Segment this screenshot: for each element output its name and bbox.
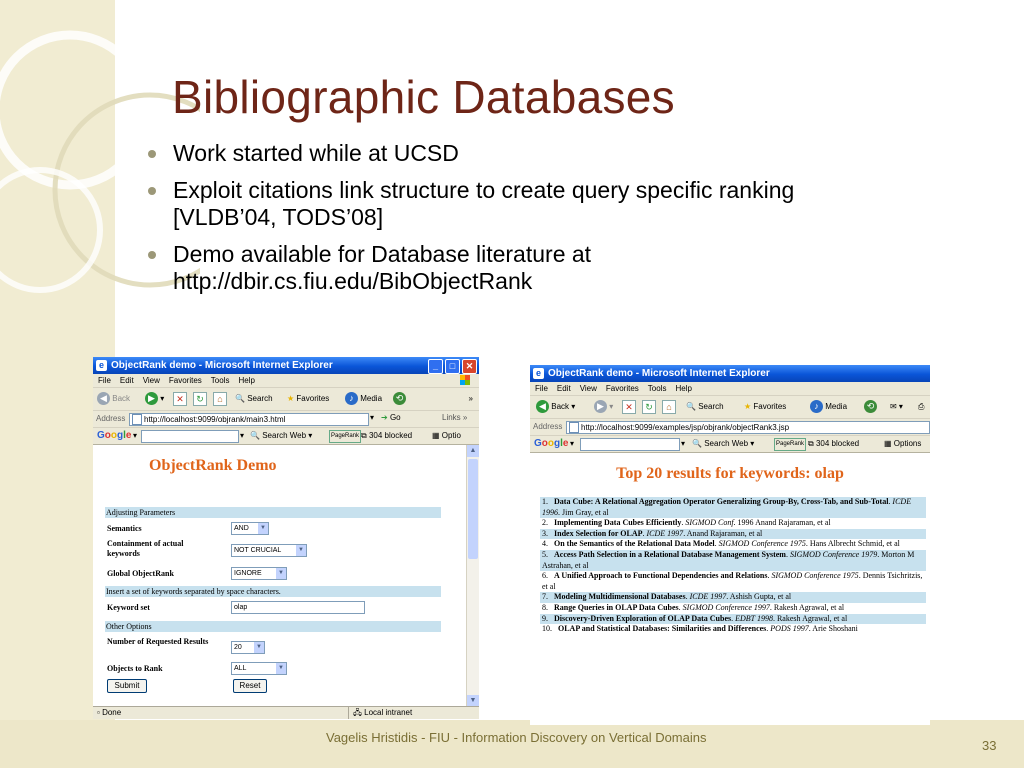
result-title: Modeling Multidimensional Databases xyxy=(554,592,686,602)
mail-icon: ✉ xyxy=(890,402,897,411)
search-web-button[interactable]: 🔍 Search Web ▾ xyxy=(692,439,755,448)
menu-file[interactable]: File xyxy=(535,384,548,393)
window-titlebar[interactable] xyxy=(93,357,479,374)
media-icon: ♪ xyxy=(810,400,823,413)
star-icon: ★ xyxy=(744,402,752,411)
objects-to-rank-select[interactable]: ALL ▼ xyxy=(231,662,287,675)
refresh-icon: ↻ xyxy=(642,400,656,414)
address-dropdown-icon[interactable]: ▾ xyxy=(370,413,375,422)
search-icon: 🔍 xyxy=(686,402,696,411)
google-menu-icon[interactable]: ▾ xyxy=(133,431,138,440)
menu-tools[interactable]: Tools xyxy=(647,384,667,393)
ie-logo-icon: e xyxy=(96,360,107,371)
browser-toolbar xyxy=(530,396,930,419)
result-authors: . Hans Albrecht Schmid, et al xyxy=(805,539,900,549)
google-toolbar xyxy=(530,436,930,453)
result-title: A Unified Approach to Functional Dependencies and Relations xyxy=(554,571,768,581)
result-title: Discovery-Driven Exploration of OLAP Data Cubes xyxy=(554,613,732,623)
bullet-icon xyxy=(148,187,156,195)
result-number: 4. xyxy=(542,539,548,549)
global-objectrank-select[interactable]: IGNORE ▼ xyxy=(231,567,287,580)
result-number: 2. xyxy=(542,518,548,528)
menu-tools[interactable]: Tools xyxy=(210,376,230,385)
result-venue: SIGMOD Conference 1975 xyxy=(718,539,806,549)
result-venue: SIGMOD Conf xyxy=(685,518,734,528)
result-title: Index Selection for OLAP xyxy=(554,528,643,538)
keyword-set-input[interactable]: olap xyxy=(231,601,365,614)
scroll-up-icon[interactable]: ▲ xyxy=(467,445,479,457)
result-number: 10. xyxy=(542,624,552,634)
print-icon: ⎙ xyxy=(918,402,925,411)
result-item[interactable]: 6. A Unified Approach to Functional Dependencies and Relations. SIGMOD Conference 1975. Dennis Tsichritzis, et al xyxy=(542,571,923,591)
search-button[interactable]: 🔍 Search xyxy=(686,402,724,411)
back-button[interactable]: ◀ Back xyxy=(97,392,130,406)
result-venue: SIGMOD Conference 1979 xyxy=(789,549,878,559)
result-authors: . Jim Gray, et al xyxy=(558,507,609,517)
section-adjusting-parameters: Adjusting Parameters xyxy=(105,507,441,518)
forward-button[interactable]: ▶ ▾ xyxy=(145,392,164,406)
result-item[interactable]: 7. Modeling Multidimensional Databases. ICDE 1997. Ashish Gupta, et al xyxy=(540,592,926,603)
menu-help[interactable]: Help xyxy=(238,376,255,385)
address-input[interactable]: http://localhost:9099/objrank/main3.html xyxy=(129,413,369,426)
page-icon xyxy=(132,414,142,425)
ie-logo-icon: e xyxy=(533,368,544,379)
menu-file[interactable]: File xyxy=(98,376,111,385)
slide-title: Bibliographic Databases xyxy=(172,71,675,123)
result-item[interactable]: 3. Index Selection for OLAP. ICDE 1997. Anand Rajaraman, et al xyxy=(540,529,926,540)
result-number: 3. xyxy=(542,528,548,538)
result-number: 6. xyxy=(542,571,548,581)
options-button[interactable]: ▦ Optio xyxy=(432,431,461,440)
menu-edit[interactable]: Edit xyxy=(119,376,134,385)
search-web-button[interactable]: 🔍 Search Web ▾ xyxy=(250,431,313,440)
history-button[interactable] xyxy=(864,400,877,414)
menu-view[interactable]: View xyxy=(142,376,160,385)
result-title: OLAP and Statistical Databases: Similarities and Differences xyxy=(558,624,767,634)
menu-favorites[interactable]: Favorites xyxy=(168,376,202,385)
result-authors: . Arie Shoshani xyxy=(808,624,858,634)
popup-blocker-button[interactable]: ⧉ 304 blocked xyxy=(361,431,413,440)
options-icon: ▦ xyxy=(432,431,440,440)
result-item[interactable]: 9. Discovery-Driven Exploration of OLAP Data Cubes. EDBT 1998. Rakesh Agrawal, et al xyxy=(540,614,926,625)
result-authors: . Ashish Gupta, et al xyxy=(726,592,792,602)
requested-results-label: Number of Requested Results xyxy=(107,637,209,646)
maximize-icon[interactable]: □ xyxy=(445,359,460,374)
results-list xyxy=(540,497,926,635)
stop-icon: ✕ xyxy=(173,392,187,406)
stop-icon: ✕ xyxy=(622,400,636,414)
favorites-button[interactable]: ★ Favorites xyxy=(287,394,330,403)
slide-footer: Vagelis Hristidis - FIU - Information Discovery on Vertical Domains xyxy=(326,730,707,745)
result-number: 5. xyxy=(542,549,548,559)
go-button[interactable]: ➔ Go xyxy=(381,413,401,422)
result-item[interactable]: 10. OLAP and Statistical Databases: Similarities and Differences. PODS 1997. Arie Shoshani xyxy=(542,624,858,634)
reset-button[interactable]: Reset xyxy=(233,679,267,693)
result-authors: . 1996 Anand Rajaraman, et al xyxy=(733,518,831,528)
intranet-icon: 🖧 xyxy=(353,708,362,717)
stop-button[interactable] xyxy=(622,400,636,414)
address-label: Address xyxy=(96,414,126,423)
semantics-select[interactable]: AND ▼ xyxy=(231,522,269,535)
bullet-item xyxy=(145,177,885,231)
close-icon[interactable]: ✕ xyxy=(462,359,477,374)
result-item[interactable]: 5. Access Path Selection in a Relational Database Management System. SIGMOD Conference 1979. Morton M Astrahan, et al xyxy=(540,550,926,571)
google-toolbar xyxy=(93,428,479,445)
options-icon: ▦ xyxy=(884,439,892,448)
semantics-label: Semantics xyxy=(107,524,142,533)
print-button[interactable] xyxy=(918,400,924,414)
result-venue: SIGMOD Conference 1975 xyxy=(771,571,859,581)
result-number: 8. xyxy=(542,602,548,612)
menu-help[interactable]: Help xyxy=(675,384,692,393)
scroll-thumb[interactable] xyxy=(468,459,478,559)
home-icon: ⌂ xyxy=(662,400,676,414)
chevron-down-icon: ▼ xyxy=(276,663,286,674)
right-page-content xyxy=(530,453,930,725)
back-arrow-icon: ◀ xyxy=(536,400,549,413)
pagerank-indicator: PageRank xyxy=(774,438,806,451)
result-venue: PODS 1997 xyxy=(770,624,809,634)
google-dropdown-icon[interactable]: ▾ xyxy=(240,431,245,440)
vertical-scrollbar[interactable] xyxy=(466,445,479,707)
window-title: ObjectRank demo - Microsoft Internet Explorer xyxy=(111,360,333,371)
home-button[interactable] xyxy=(213,392,227,406)
popup-blocker-button[interactable]: ⧉ 304 blocked xyxy=(808,439,860,448)
favorites-button[interactable]: ★ Favorites xyxy=(744,402,787,411)
global-objectrank-label: Global ObjectRank xyxy=(107,569,174,578)
result-number: 9. xyxy=(542,613,548,623)
right-browser-window xyxy=(530,365,930,725)
requested-results-select[interactable]: 20 ▼ xyxy=(231,641,265,654)
result-authors: . Rakesh Agrawal, et al xyxy=(769,602,845,612)
result-venue: ICDE 1997 xyxy=(689,592,727,602)
history-icon: ⟲ xyxy=(864,400,877,413)
bullet-icon xyxy=(148,150,156,158)
menu-bar xyxy=(530,382,930,396)
chevron-down-icon: ▼ xyxy=(276,568,286,579)
media-button[interactable]: ♪ Media xyxy=(345,392,382,406)
menu-bar xyxy=(93,374,479,388)
forward-arrow-icon: ▶ xyxy=(594,400,607,413)
status-zone: 🖧 Local intranet xyxy=(348,707,412,719)
google-search-input[interactable] xyxy=(580,438,680,451)
back-arrow-icon: ◀ xyxy=(97,392,110,405)
result-number: 7. xyxy=(542,592,548,602)
links-button[interactable]: Links » xyxy=(442,413,468,422)
google-search-input[interactable] xyxy=(141,430,239,443)
results-heading: Top 20 results for keywords: olap xyxy=(616,465,844,482)
chevron-down-icon: ▼ xyxy=(254,642,264,653)
result-venue: ICDE 1996 xyxy=(542,497,912,517)
back-button[interactable]: ◀ Back ▾ xyxy=(536,400,575,414)
result-authors: . Morton M Astrahan, et al xyxy=(542,549,915,570)
page-heading: ObjectRank Demo xyxy=(149,457,277,474)
result-venue: SIGMOD Conference 1997 xyxy=(682,602,770,612)
result-authors: . Anand Rajaraman, et al xyxy=(683,528,763,538)
search-icon: 🔍 xyxy=(250,431,260,440)
objects-to-rank-label: Objects to Rank xyxy=(107,664,163,673)
browser-toolbar xyxy=(93,388,479,411)
menu-view[interactable]: View xyxy=(579,384,597,393)
left-browser-window xyxy=(93,357,479,719)
result-item[interactable]: 8. Range Queries in OLAP Data Cubes. SIGMOD Conference 1997. Rakesh Agrawal, et al xyxy=(542,602,845,612)
scroll-down-icon[interactable]: ▼ xyxy=(467,695,479,707)
bullet-text: Work started while at UCSD xyxy=(173,140,459,166)
mail-button[interactable]: ✉ ▾ xyxy=(890,402,903,411)
popup-blocked-icon: ⧉ xyxy=(361,431,367,440)
star-icon: ★ xyxy=(287,394,295,403)
forward-button[interactable]: ▶ ▾ xyxy=(594,400,613,414)
result-item[interactable]: 1. Data Cube: A Relational Aggregation Operator Generalizing Group-By, Cross-Tab, and Sub-Total. ICDE 1996. Jim Gray, et al xyxy=(540,497,926,518)
forward-arrow-icon: ▶ xyxy=(145,392,158,405)
search-button[interactable]: 🔍 Search xyxy=(235,394,273,403)
page-number: 33 xyxy=(982,738,997,753)
bullet-item xyxy=(145,140,885,167)
result-authors: . Dennis Tsichritzis, et al xyxy=(542,571,923,591)
section-keywords-hint: Insert a set of keywords separated by space characters. xyxy=(105,586,441,597)
windows-flag-icon xyxy=(460,375,470,385)
google-menu-icon[interactable]: ▾ xyxy=(570,439,575,448)
refresh-button[interactable] xyxy=(642,400,656,414)
address-input[interactable]: http://localhost:9099/examples/jsp/objrank/objectRank3.jsp xyxy=(566,421,930,434)
containment-select[interactable]: NOT CRUCIAL ▼ xyxy=(231,544,307,557)
page-icon xyxy=(569,422,579,433)
google-logo[interactable]: Google xyxy=(97,430,132,441)
bullet-text: Exploit citations link structure to create query specific ranking [VLDB’04, TODS’08] xyxy=(173,177,795,230)
pagerank-indicator: PageRank xyxy=(329,430,361,443)
section-other-options: Other Options xyxy=(105,621,441,632)
chevron-down-icon: ▼ xyxy=(258,523,268,534)
result-title: Implementing Data Cubes Efficiently xyxy=(554,518,682,528)
chevron-down-icon: ▼ xyxy=(296,545,306,556)
result-item[interactable]: 2. Implementing Data Cubes Efficiently. SIGMOD Conf. 1996 Anand Rajaraman, et al xyxy=(542,518,831,528)
search-icon: 🔍 xyxy=(692,439,702,448)
stop-button[interactable] xyxy=(173,392,187,406)
keyword-set-label: Keyword set xyxy=(107,603,150,612)
google-dropdown-icon[interactable]: ▾ xyxy=(681,439,686,448)
go-arrow-icon: ➔ xyxy=(381,413,388,422)
result-authors: . Rakesh Agrawal, et al xyxy=(772,613,848,623)
search-icon: 🔍 xyxy=(235,394,245,403)
result-venue: ICDE 1997 xyxy=(646,528,684,538)
home-icon: ⌂ xyxy=(213,392,227,406)
address-bar xyxy=(93,411,479,428)
window-titlebar[interactable] xyxy=(530,365,930,382)
options-button[interactable]: ▦ Options xyxy=(884,439,922,448)
result-title: Data Cube: A Relational Aggregation Operator Generalizing Group-By, Cross-Tab, and Sub-Total xyxy=(554,497,889,506)
bullet-list xyxy=(145,140,885,305)
submit-button[interactable]: Submit xyxy=(107,679,147,693)
bullet-item xyxy=(145,241,885,295)
result-item[interactable]: 4. On the Semantics of the Relational Data Model. SIGMOD Conference 1975. Hans Albrecht Schmid, et al xyxy=(542,539,900,549)
menu-favorites[interactable]: Favorites xyxy=(605,384,639,393)
address-label: Address xyxy=(533,422,563,431)
left-page-content xyxy=(93,445,467,707)
bullet-icon xyxy=(148,251,156,259)
google-logo[interactable]: Google xyxy=(534,438,569,449)
window-title: ObjectRank demo - Microsoft Internet Explorer xyxy=(548,368,770,379)
refresh-button[interactable] xyxy=(193,392,207,406)
result-title: Range Queries in OLAP Data Cubes xyxy=(554,602,679,612)
result-number: 1. xyxy=(542,497,548,506)
history-icon: ⟲ xyxy=(393,392,406,405)
media-button[interactable]: ♪ Media xyxy=(810,400,847,414)
media-icon: ♪ xyxy=(345,392,358,405)
history-button[interactable] xyxy=(393,392,406,406)
containment-label: Containment of actual keywords xyxy=(107,539,184,558)
page-icon: ▫ xyxy=(97,708,100,717)
minimize-icon[interactable]: _ xyxy=(428,359,443,374)
refresh-icon: ↻ xyxy=(193,392,207,406)
home-button[interactable] xyxy=(662,400,676,414)
result-title: On the Semantics of the Relational Data Model xyxy=(554,539,715,549)
status-done: ▫ Done xyxy=(97,708,122,717)
result-venue: EDBT 1998 xyxy=(735,613,773,623)
menu-edit[interactable]: Edit xyxy=(556,384,571,393)
status-bar xyxy=(93,706,479,719)
toolbar-overflow-icon[interactable]: » xyxy=(468,394,473,403)
result-title: Access Path Selection in a Relational Database Management System xyxy=(554,549,786,559)
address-bar xyxy=(530,419,930,436)
popup-blocked-icon: ⧉ xyxy=(808,439,814,448)
bullet-text: Demo available for Database literature at http://dbir.cs.fiu.edu/BibObjectRank xyxy=(173,241,592,294)
